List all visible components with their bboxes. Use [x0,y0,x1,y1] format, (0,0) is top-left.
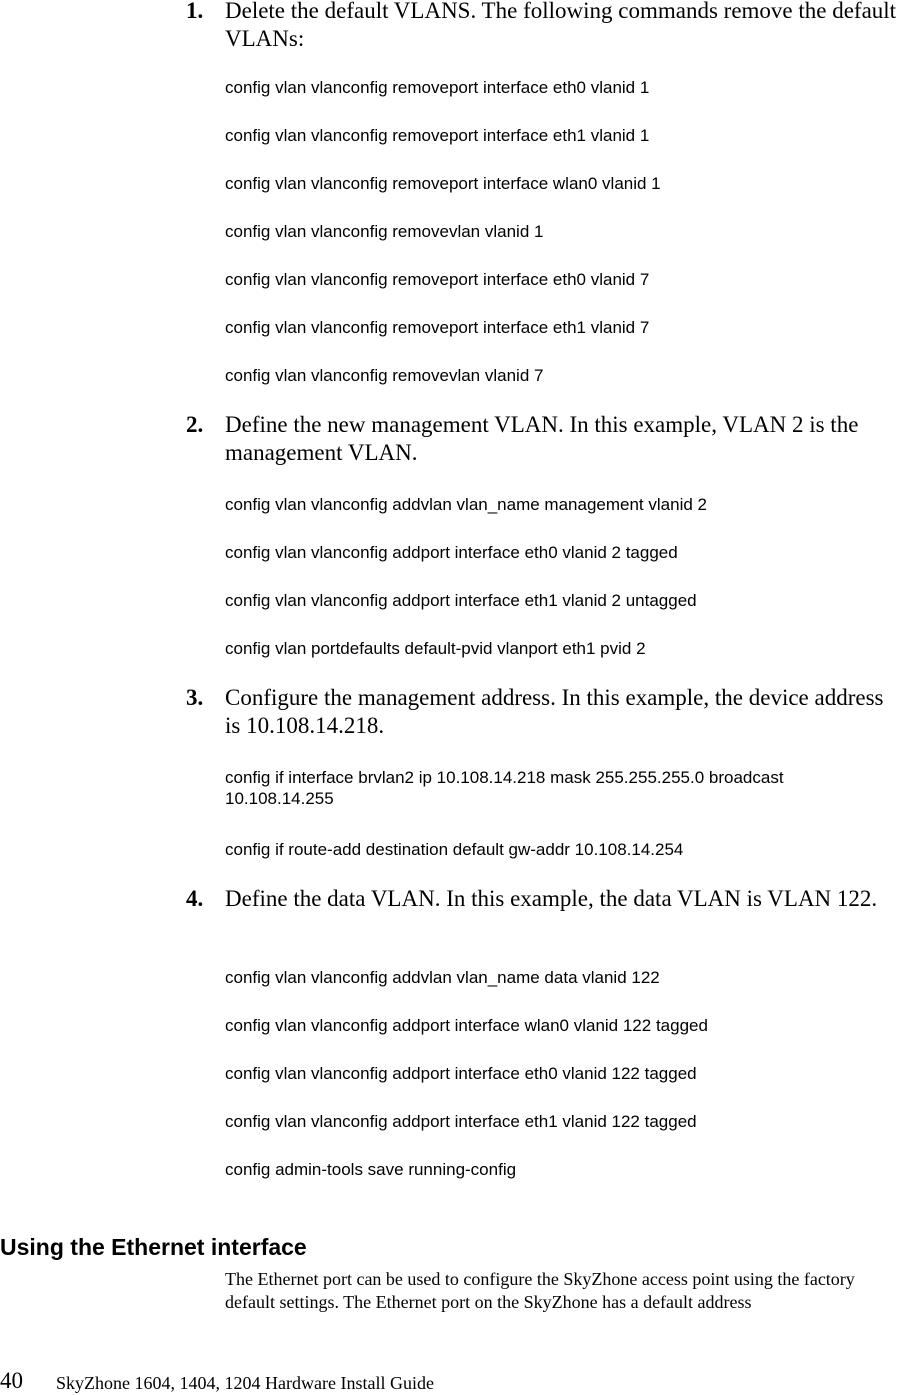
command-line: config vlan vlanconfig removeport interface eth1 vlanid 7 [225,318,650,337]
section-heading: Using the Ethernet interface [0,1234,307,1260]
step-text: Configure the management address. In this example, the device address is 10.108.14.218. [225,685,884,738]
command-line: config vlan vlanconfig addport interface eth0 vlanid 122 tagged [225,1064,697,1083]
command-line: config if route-add destination default gw-addr 10.108.14.254 [225,840,684,859]
step-number: 4. [186,886,204,911]
command-line: config vlan vlanconfig removevlan vlanid 1 [225,222,544,241]
command-line: config vlan vlanconfig addvlan vlan_name data vlanid 122 [225,968,660,987]
command-line: config admin-tools save running-config [225,1160,517,1179]
command-line: config vlan vlanconfig removeport interface eth0 vlanid 1 [225,78,650,97]
step-text: Define the data VLAN. In this example, the data VLAN is VLAN 122. [225,886,878,911]
command-line: config vlan vlanconfig addport interface eth1 vlanid 2 untagged [225,591,697,610]
body-paragraph: The Ethernet port can be used to configure the SkyZhone access point using the factory default settings. The Ethernet port on the SkyZhone has a default address [225,1269,855,1312]
step-number: 2. [186,412,204,437]
document-title: SkyZhone 1604, 1404, 1204 Hardware Install Guide [56,1373,434,1393]
command-line: config vlan vlanconfig removeport interface eth0 vlanid 7 [225,270,650,289]
step-number: 3. [186,685,204,710]
command-line: config vlan vlanconfig addport interface eth1 vlanid 122 tagged [225,1112,697,1131]
command-line: config vlan vlanconfig addport interface wlan0 vlanid 122 tagged [225,1016,708,1035]
command-line: config if interface brvlan2 ip 10.108.14.218 mask 255.255.255.0 broadcast 10.108.14.255 [225,768,784,808]
step-text: Define the new management VLAN. In this example, VLAN 2 is the management VLAN. [225,412,859,465]
command-line: config vlan vlanconfig addport interface eth0 vlanid 2 tagged [225,543,678,562]
command-line: config vlan vlanconfig removeport interface eth1 vlanid 1 [225,126,650,145]
command-line: config vlan vlanconfig addvlan vlan_name management vlanid 2 [225,495,707,514]
page-number: 40 [0,1368,23,1393]
step-number: 1. [186,0,204,23]
command-line: config vlan vlanconfig removevlan vlanid 7 [225,366,544,385]
command-line: config vlan portdefaults default-pvid vlanport eth1 pvid 2 [225,639,646,658]
command-line: config vlan vlanconfig removeport interface wlan0 vlanid 1 [225,174,661,193]
step-text: Delete the default VLANS. The following commands remove the default VLANs: [225,0,897,51]
